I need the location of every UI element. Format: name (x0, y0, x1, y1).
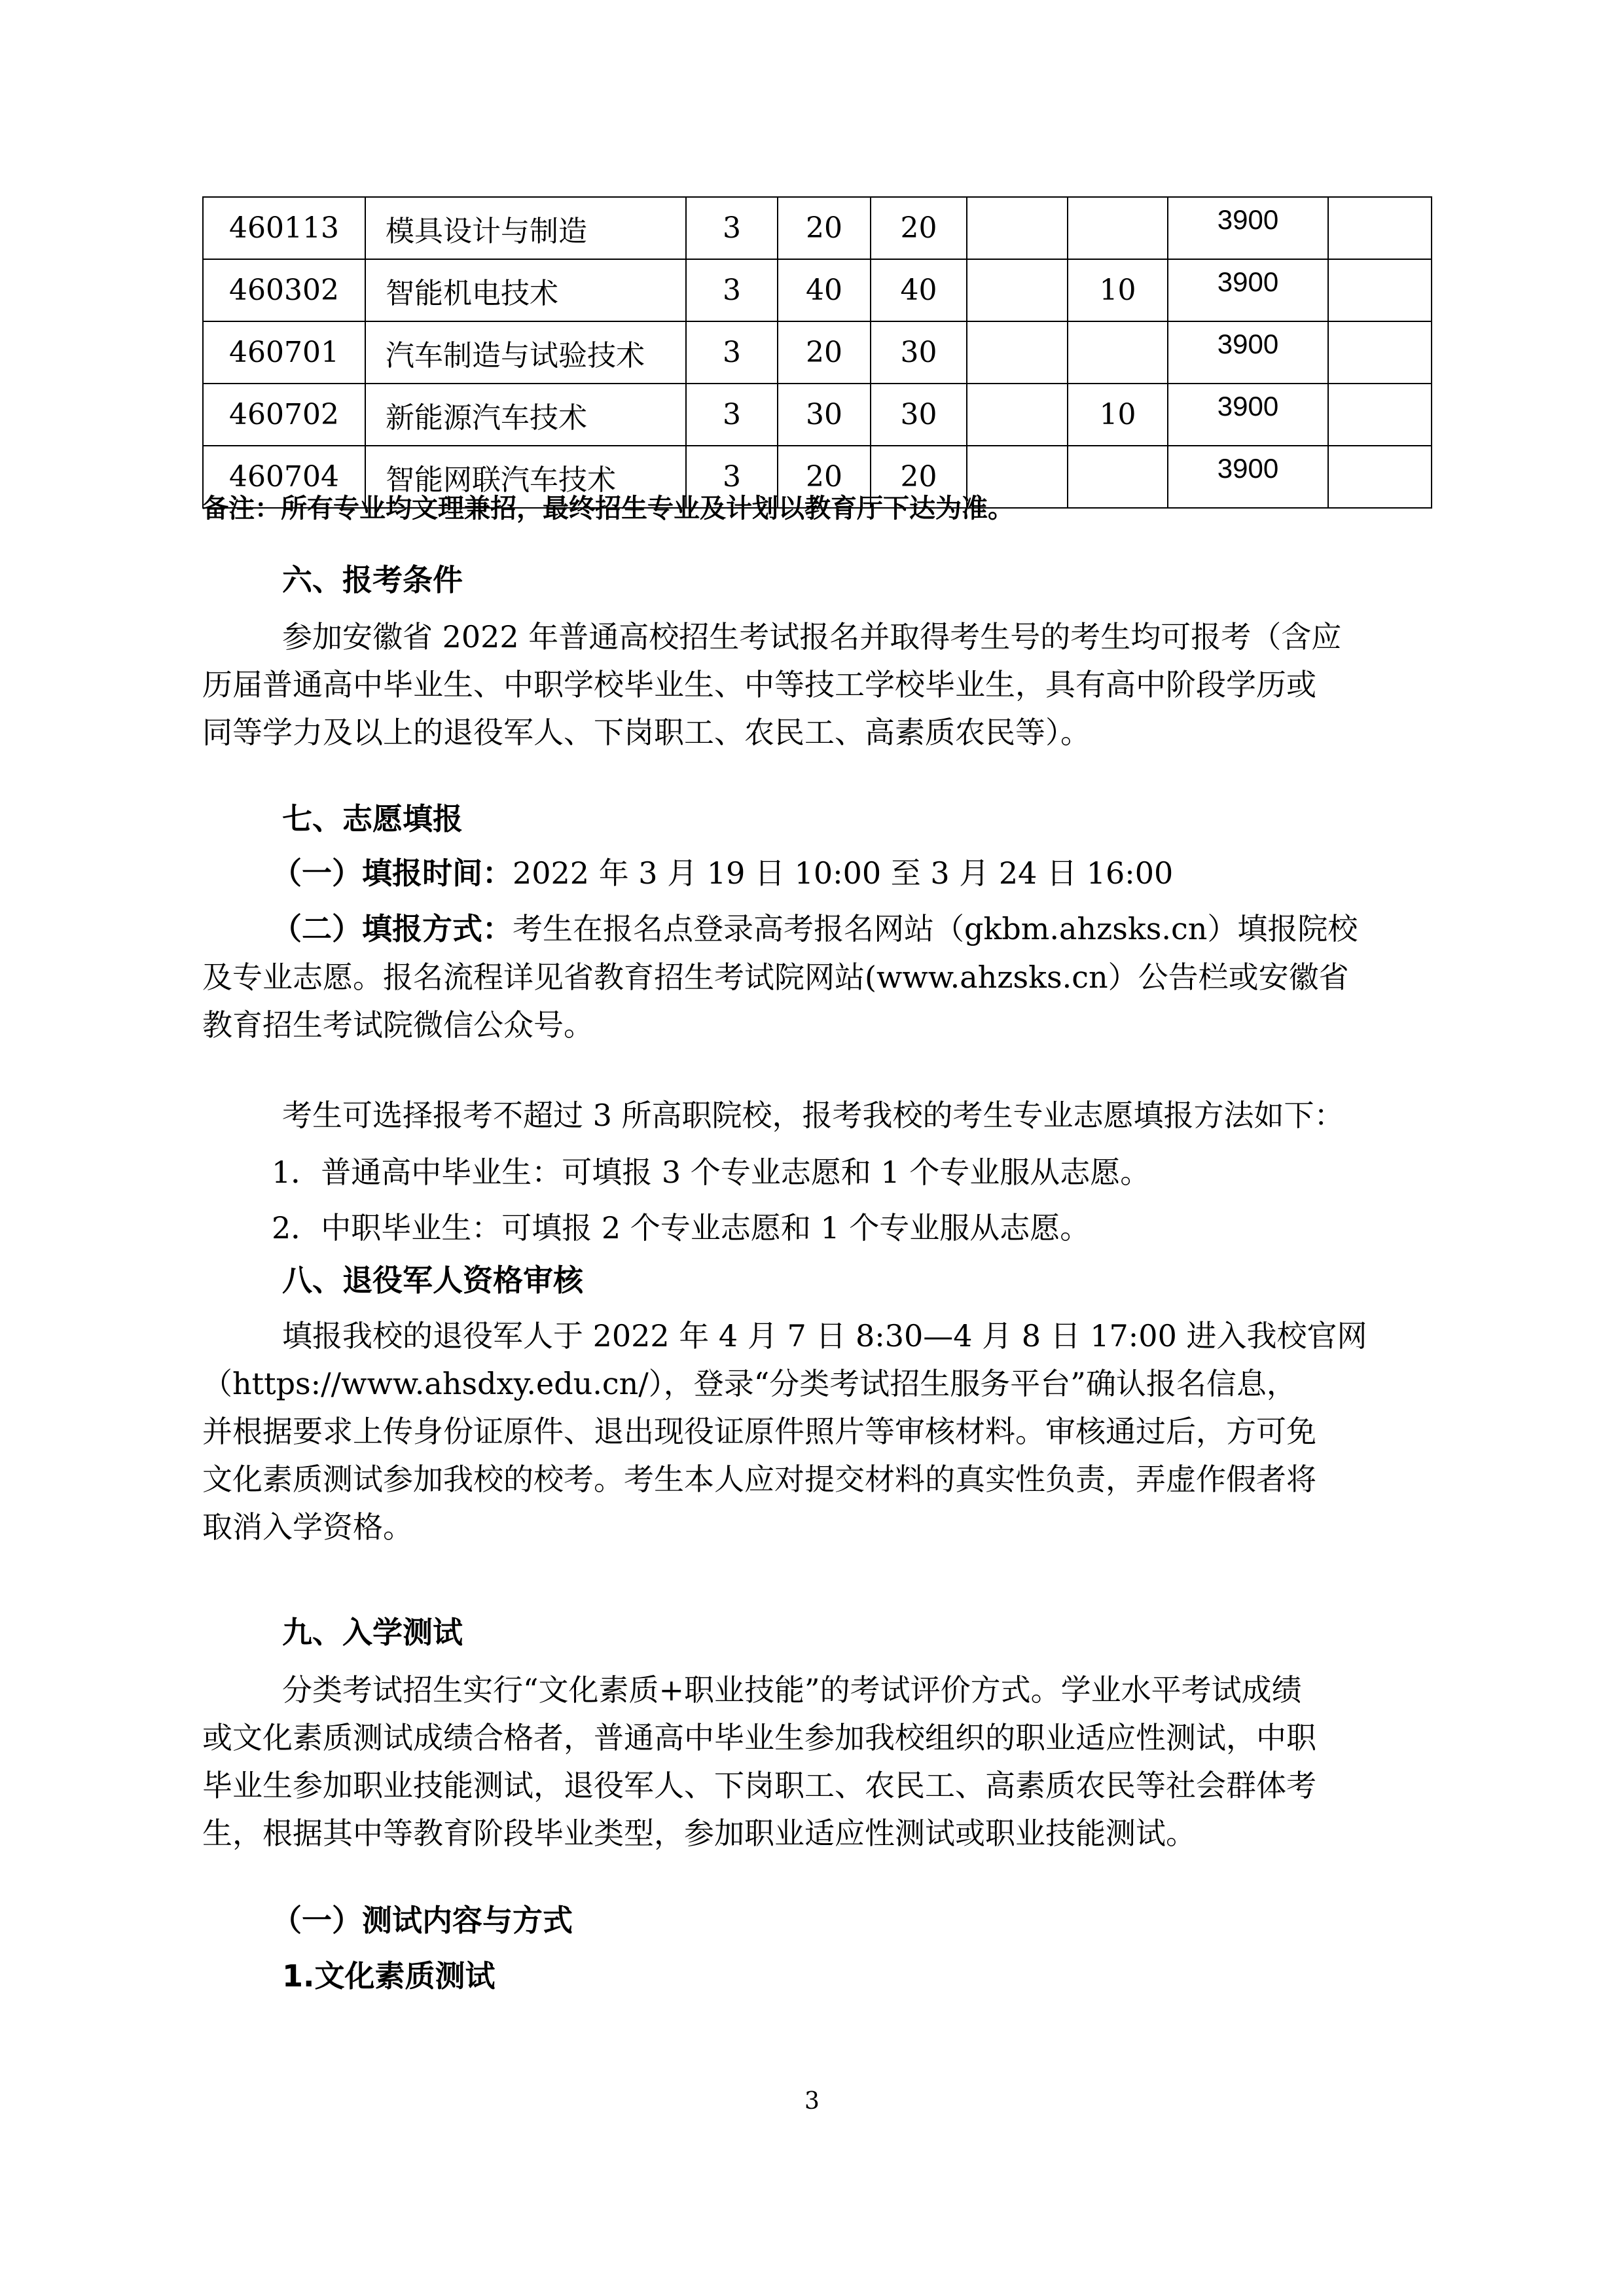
table-cell-code: 460701 (203, 321, 365, 384)
text-line: 毕业生参加职业技能测试，退役军人、下岗职工、农民工、高素质农民等社会群体考 (202, 1768, 1316, 1803)
table-cell-plan-a: 30 (778, 384, 871, 446)
table-cell-name: 智能机电技术 (365, 259, 686, 321)
table-cell-remark (1328, 446, 1432, 508)
table-cell-fee: 3900 (1168, 446, 1328, 508)
table-cell-plan-a: 40 (778, 259, 871, 321)
table-cell-plan-b: 20 (871, 197, 967, 259)
table-cell-remark (1328, 259, 1432, 321)
table-cell-plan-d (1068, 197, 1168, 259)
table-row (203, 384, 1432, 446)
fill-time-label: （一）填报时间： (272, 855, 513, 891)
fill-method-line (272, 905, 1358, 948)
fill-time-text: 2022 年 3 月 19 日 10:00 至 3 月 24 日 16:00 (513, 855, 1174, 891)
table-note: 备注：所有专业均文理兼招，最终招生专业及计划以教育厅下达为准。 (202, 493, 1014, 524)
test-content-heading: （一）测试内容与方式 (272, 1903, 573, 1938)
table-cell-plan-c (967, 259, 1068, 321)
section-6-paragraph (202, 613, 1431, 757)
table-cell-fee: 3900 (1168, 321, 1328, 384)
fill-method-continued (202, 954, 1431, 1049)
fill-method-text: 考生在报名点登录高考报名网站（gkbm.ahzsks.cn）填报院校 (513, 911, 1358, 946)
section-8-paragraph (202, 1312, 1431, 1551)
table-cell-years: 3 (686, 259, 778, 321)
table-cell-plan-b: 20 (871, 446, 967, 508)
table-cell-fee: 3900 (1168, 259, 1328, 321)
table-cell-fee: 3900 (1168, 197, 1328, 259)
table-cell-years: 3 (686, 446, 778, 508)
table-row (203, 197, 1432, 259)
text-line: 或文化素质测试成绩合格者，普通高中毕业生参加我校组织的职业适应性测试，中职 (202, 1720, 1316, 1755)
table-cell-plan-d (1068, 446, 1168, 508)
text-line: （https://www.ahsdxy.edu.cn/），登录“分类考试招生服务平台”确认报名信息， (202, 1366, 1297, 1401)
table-cell-name: 模具设计与制造 (365, 197, 686, 259)
table-cell-years: 3 (686, 384, 778, 446)
choice-item-2: 2．中职毕业生：可填报 2 个专业志愿和 1 个专业服从志愿。 (272, 1210, 1091, 1246)
table-cell-code: 460113 (203, 197, 365, 259)
section-8-heading: 八、退役军人资格审核 (282, 1263, 583, 1298)
text-line: 教育招生考试院微信公众号。 (202, 1007, 594, 1043)
text-line: 分类考试招生实行“文化素质+职业技能”的考试评价方式。学业水平考试成绩 (282, 1672, 1302, 1708)
text-line: 及专业志愿。报名流程详见省教育招生考试院网站(www.ahzsks.cn）公告栏或安徽省 (202, 960, 1349, 995)
table-cell-years: 3 (686, 197, 778, 259)
table-cell-remark (1328, 197, 1432, 259)
table-cell-plan-a: 20 (778, 197, 871, 259)
page-number: 3 (804, 2088, 820, 2115)
table-cell-name: 汽车制造与试验技术 (365, 321, 686, 384)
enrollment-plan-table (202, 196, 1432, 509)
text-line: 文化素质测试参加我校的校考。考生本人应对提交材料的真实性负责，弄虚作假者将 (202, 1462, 1316, 1497)
table-row (203, 321, 1432, 384)
section-9-heading: 九、入学测试 (282, 1615, 463, 1650)
table-cell-plan-c (967, 321, 1068, 384)
table-cell-fee: 3900 (1168, 384, 1328, 446)
culture-test-heading: 1.文化素质测试 (282, 1958, 496, 1994)
table-row (203, 259, 1432, 321)
table-cell-plan-b: 40 (871, 259, 967, 321)
choice-item-1: 1．普通高中毕业生：可填报 3 个专业志愿和 1 个专业服从志愿。 (272, 1155, 1151, 1190)
table-cell-plan-c (967, 384, 1068, 446)
table-cell-name: 智能网联汽车技术 (365, 446, 686, 508)
text-line: 生，根据其中等教育阶段毕业类型，参加职业适应性测试或职业技能测试。 (202, 1816, 1196, 1851)
fill-method-label: （二）填报方式： (272, 911, 513, 946)
choice-line: 考生可选择报考不超过 3 所高职院校，报考我校的考生专业志愿填报方法如下： (282, 1098, 1344, 1133)
table-cell-years: 3 (686, 321, 778, 384)
section-6-heading: 六、报考条件 (282, 562, 463, 598)
text-line: 历届普通高中毕业生、中职学校毕业生、中等技工学校毕业生，具有高中阶段学历或 (202, 667, 1316, 702)
table-cell-plan-d: 10 (1068, 384, 1168, 446)
table-cell-plan-d (1068, 321, 1168, 384)
text-line: 并根据要求上传身份证原件、退出现役证原件照片等审核材料。审核通过后，方可免 (202, 1414, 1316, 1449)
table-cell-plan-d: 10 (1068, 259, 1168, 321)
section-7-heading: 七、志愿填报 (282, 801, 463, 836)
table-cell-plan-a: 20 (778, 321, 871, 384)
table-cell-plan-c (967, 197, 1068, 259)
text-line: 填报我校的退役军人于 2022 年 4 月 7 日 8:30—4 月 8 日 17:00 进入我校官网 (282, 1318, 1367, 1354)
table-cell-remark (1328, 321, 1432, 384)
table-cell-code: 460704 (203, 446, 365, 508)
table-cell-remark (1328, 384, 1432, 446)
text-line: 参加安徽省 2022 年普通高校招生考试报名并取得考生号的考生均可报考（含应 (282, 619, 1342, 655)
table-cell-name: 新能源汽车技术 (365, 384, 686, 446)
section-9-paragraph (202, 1666, 1431, 1857)
table-cell-code: 460302 (203, 259, 365, 321)
table-cell-plan-b: 30 (871, 321, 967, 384)
table-cell-plan-b: 30 (871, 384, 967, 446)
table-cell-plan-a: 20 (778, 446, 871, 508)
fill-time-line (272, 850, 1173, 893)
text-line: 取消入学资格。 (202, 1509, 413, 1545)
text-line: 同等学力及以上的退役军人、下岗职工、农民工、高素质农民等）。 (202, 715, 1091, 750)
table-cell-code: 460702 (203, 384, 365, 446)
